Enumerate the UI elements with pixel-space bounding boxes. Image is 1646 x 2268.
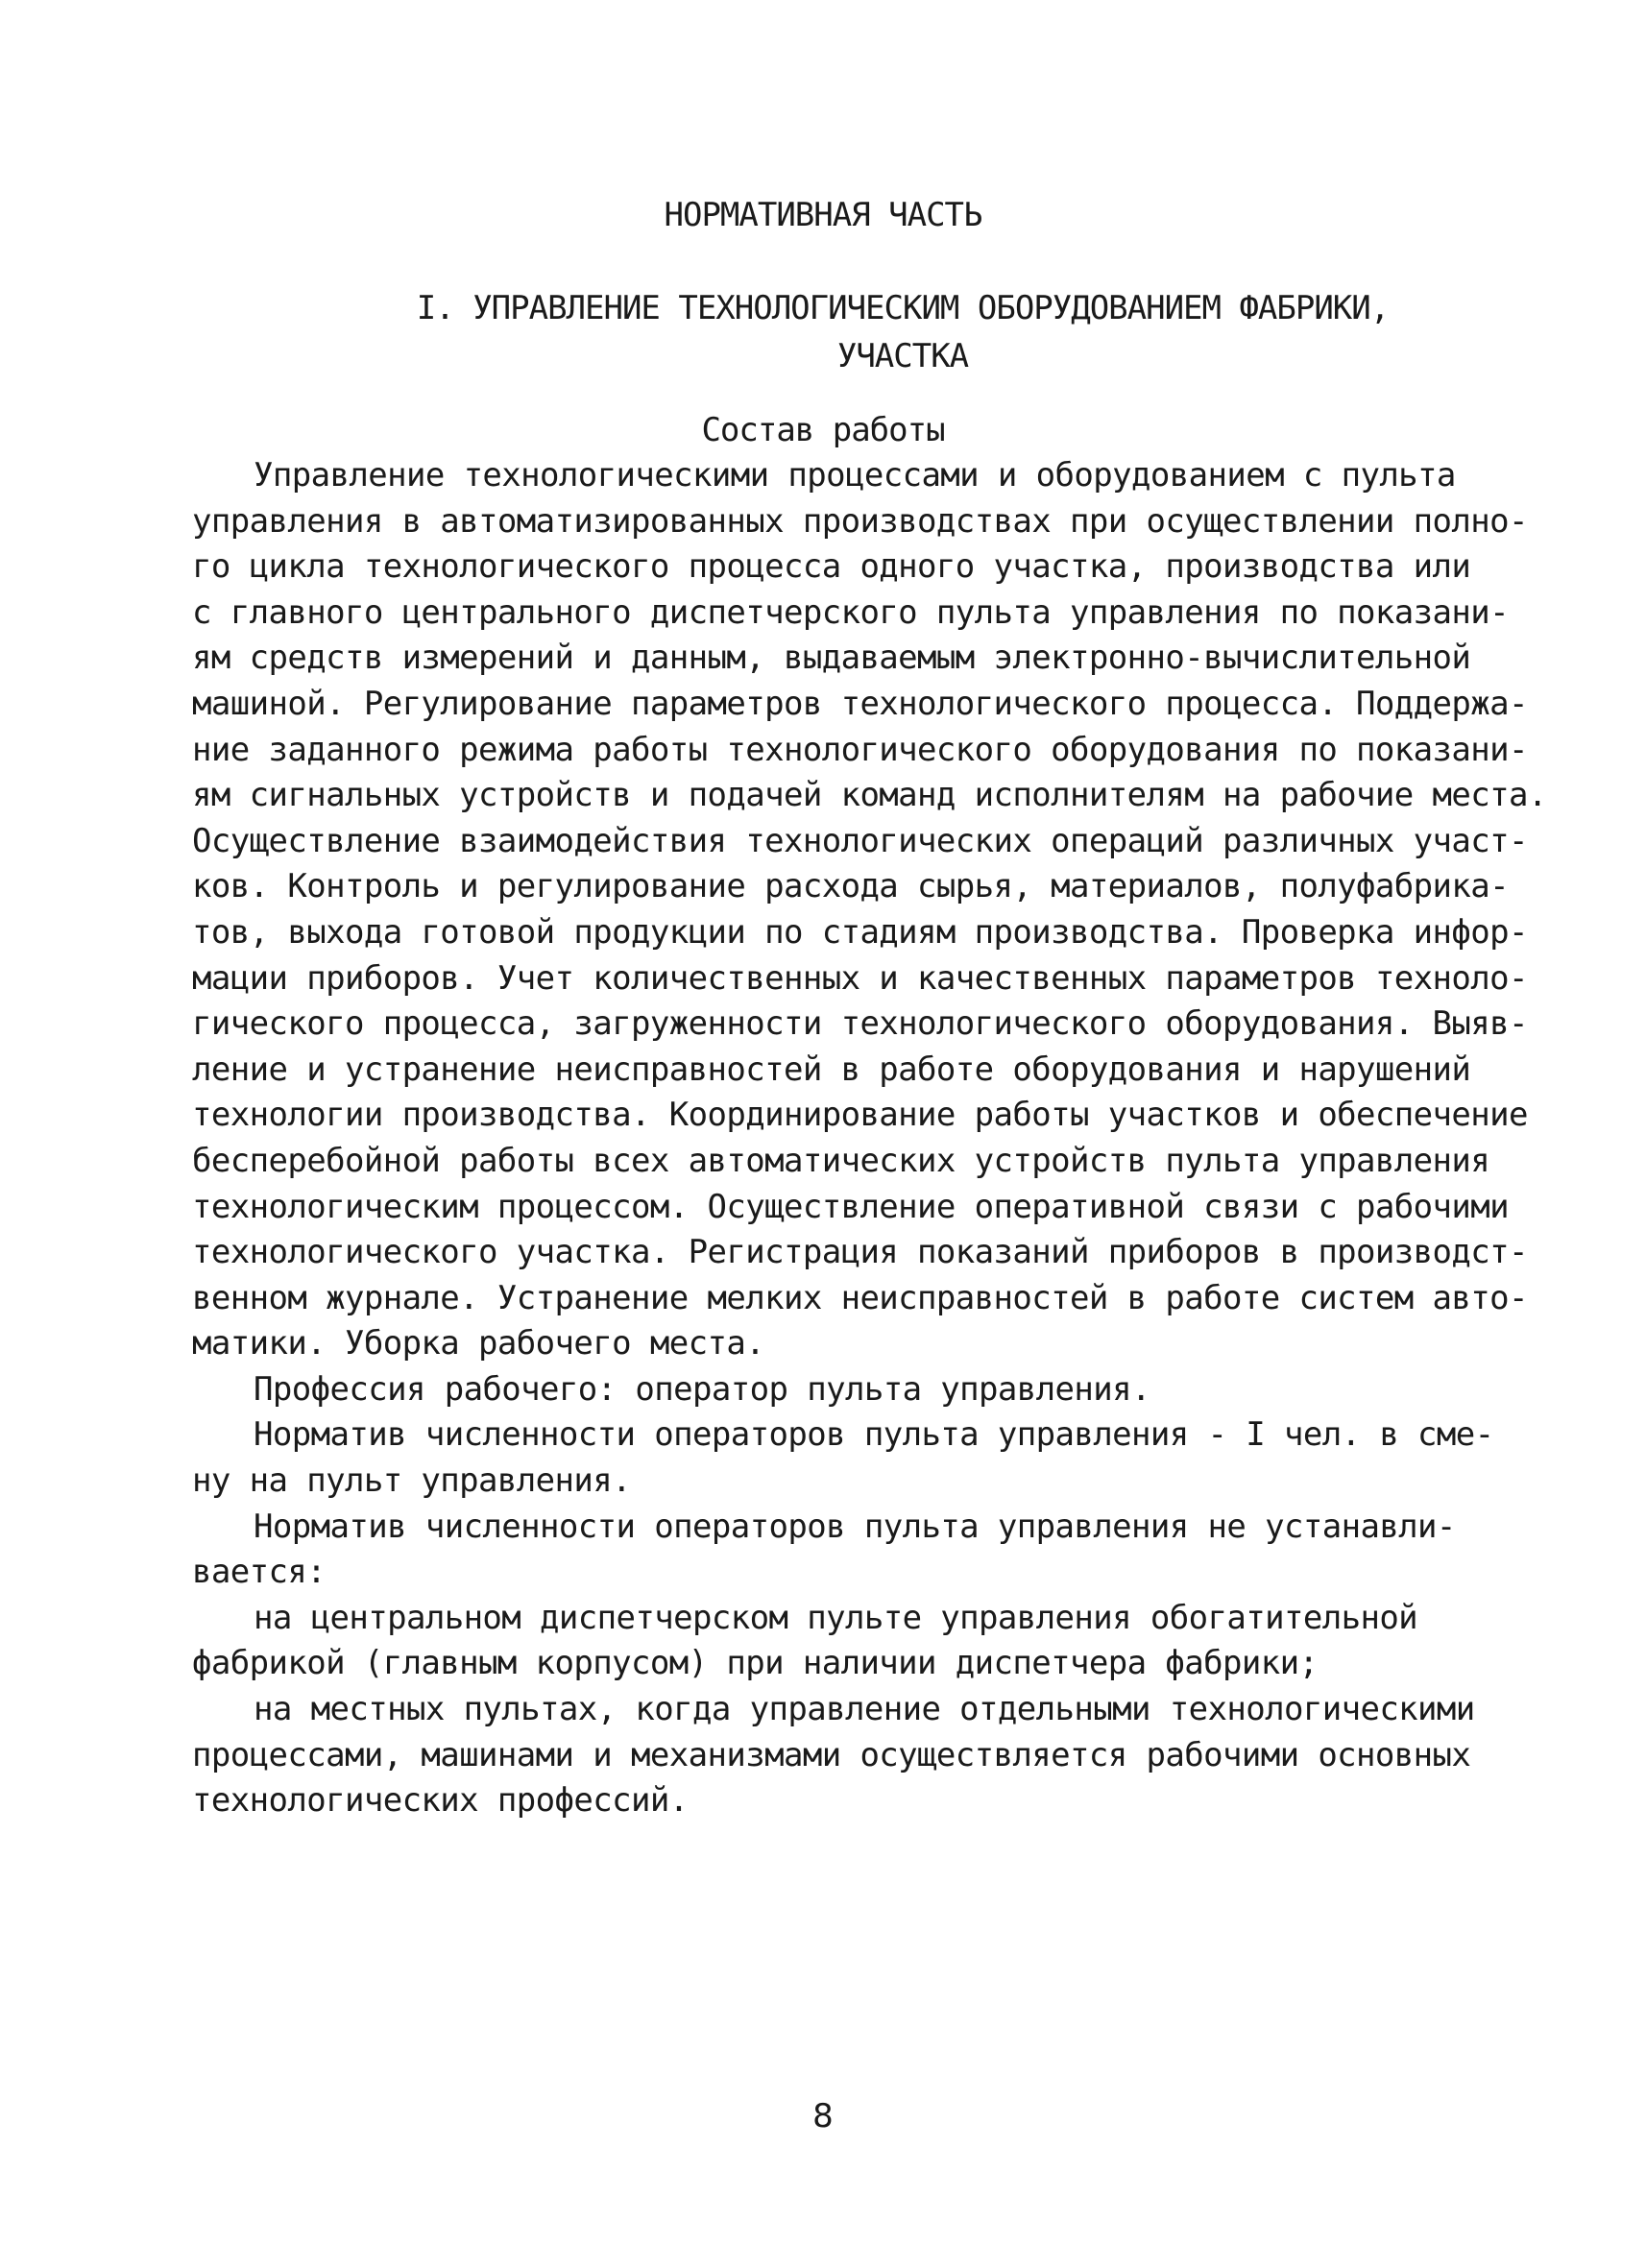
body-line: на местных пультах, когда управление отдельными технологическими	[254, 1690, 1475, 1729]
body-line: технологическим процессом. Осуществление оперативной связи с рабочими	[192, 1187, 1510, 1226]
body-line: Осуществление взаимодействия технологических операций различных участ-	[192, 821, 1528, 860]
body-line: венном журнале. Устранение мелких неисправностей в работе систем авто-	[192, 1278, 1528, 1317]
body-line: управления в автоматизированных производствах при осуществлении полно-	[192, 501, 1528, 541]
chapter-heading	[288, 284, 1517, 380]
body-line: фабрикой (главным корпусом) при наличии диспетчера фабрики;	[192, 1644, 1319, 1683]
body-line: с главного центрального диспетчерского пульта управления по показани-	[192, 592, 1510, 632]
subsection-title: Состав работы	[701, 411, 945, 449]
body-line: ну на пульт управления.	[192, 1461, 632, 1501]
body-line: технологических профессий.	[192, 1781, 689, 1821]
chapter-heading-line: УЧАСТКА	[836, 337, 969, 375]
body-line: ям сигнальных устройств и подачей команд исполнителям на рабочие места.	[192, 776, 1547, 815]
body-line: матики. Уборка рабочего места.	[192, 1324, 765, 1363]
body-line: бесперебойной работы всех автоматических устройств пульта управления	[192, 1141, 1490, 1180]
body-line: го цикла технологического процесса одного участка, производства или	[192, 547, 1471, 587]
body-line: ям средств измерений и данным, выдаваемым электронно-вычислительной	[192, 639, 1471, 678]
section-title: НОРМАТИВНАЯ ЧАСТЬ	[664, 196, 982, 234]
body-line: ление и устранение неисправностей в работе оборудования и нарушений	[192, 1050, 1471, 1089]
body-line: технологии производства. Координирование работы участков и обеспечение	[192, 1096, 1528, 1135]
body-line: Норматив численности операторов пульта управления - I чел. в сме-	[254, 1415, 1494, 1455]
body-line: ков. Контроль и регулирование расхода сырья, материалов, полуфабрика-	[192, 867, 1510, 906]
body-line: Управление технологическими процессами и оборудованием с пульта	[254, 456, 1456, 495]
body-text	[192, 453, 1547, 1824]
chapter-heading-line: I. УПРАВЛЕНИЕ ТЕХНОЛОГИЧЕСКИМ ОБОРУДОВАНИЕМ ФАБРИКИ,	[416, 289, 1390, 327]
body-line: машиной. Регулирование параметров технологического процесса. Поддержа-	[192, 684, 1528, 723]
body-line: тов, выхода готовой продукции по стадиям производства. Проверка инфор-	[192, 912, 1528, 952]
body-line: мации приборов. Учет количественных и качественных параметров техноло-	[192, 958, 1528, 998]
body-line: технологического участка. Регистрация показаний приборов в производст-	[192, 1233, 1528, 1272]
page-number: 8	[812, 2097, 834, 2135]
body-line: гического процесса, загруженности технологического оборудования. Выяв-	[192, 1004, 1528, 1044]
body-line: Профессия рабочего: оператор пульта управления.	[254, 1369, 1150, 1409]
body-line: ние заданного режима работы технологического оборудования по показани-	[192, 730, 1528, 769]
body-line: процессами, машинами и механизмами осуществляется рабочими основных	[192, 1735, 1471, 1774]
body-line: вается:	[192, 1553, 327, 1592]
body-line: Норматив численности операторов пульта управления не устанавли-	[254, 1507, 1456, 1546]
body-line: на центральном диспетчерском пульте управления обогатительной	[254, 1598, 1418, 1637]
